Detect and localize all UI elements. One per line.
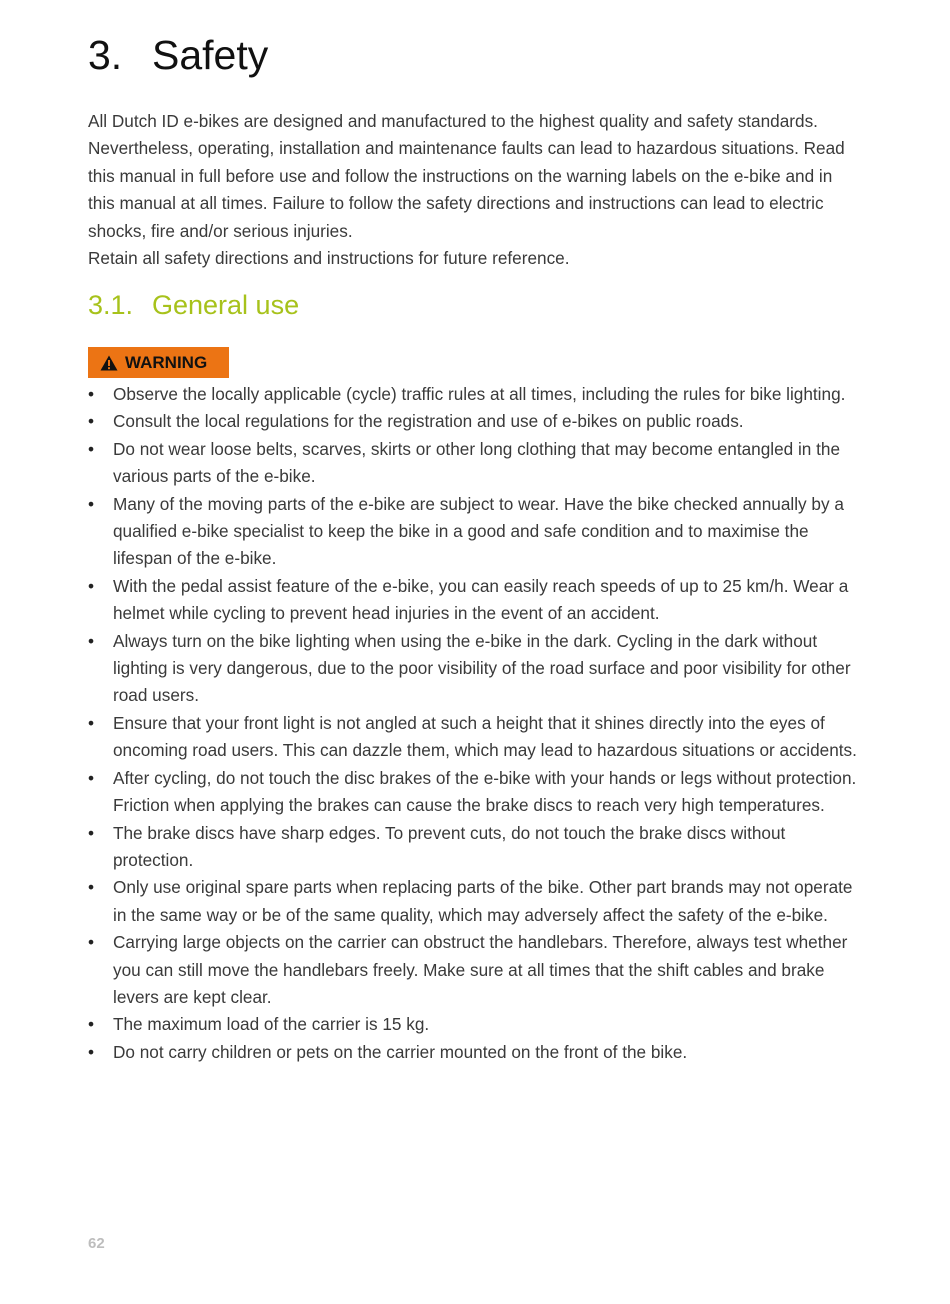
page-number: 62: [88, 1235, 105, 1252]
intro-paragraph: All Dutch ID e-bikes are designed and manufactured to the highest quality and safety standards. Nevertheless, operating, installation and maintenance faults can lead to hazardous situations. Read this manual in full before use and follow the instructions on the warning labels on the e-bike and in this manual at all times. Failure to follow the safety directions and instructions can lead to electric shocks, fire and/or serious injuries.: [88, 111, 845, 241]
list-item: • With the pedal assist feature of the e-bike, you can easily reach speeds of up to 25 km/h. Wear a helmet while cycling to prevent head injuries in the event of an accident.: [88, 573, 863, 628]
list-item: • Only use original spare parts when replacing parts of the bike. Other part brands may not operate in the same way or be of the same quality, which may adversely affect the safety of the e-bike.: [88, 874, 863, 929]
intro-text: [88, 108, 863, 272]
list-item: • The brake discs have sharp edges. To prevent cuts, do not touch the brake discs without protection.: [88, 820, 863, 875]
chapter-number: 3.: [88, 32, 123, 78]
list-item: • Ensure that your front light is not angled at such a height that it shines directly into the eyes of oncoming road users. This can dazzle them, which may lead to hazardous situations or accidents.: [88, 710, 863, 765]
section-heading: [88, 290, 299, 321]
list-item: • After cycling, do not touch the disc brakes of the e-bike with your hands or legs without protection. Friction when applying the brakes can cause the brake discs to reach very high temperatures.: [88, 765, 863, 820]
list-item: • The maximum load of the carrier is 15 kg.: [88, 1011, 863, 1038]
warning-triangle-icon: [100, 355, 118, 371]
intro-paragraph: Retain all safety directions and instructions for future reference.: [88, 248, 570, 269]
list-item: • Always turn on the bike lighting when using the e-bike in the dark. Cycling in the dark without lighting is very dangerous, due to the poor visibility of the road surface and poor visibility for other road users.: [88, 628, 863, 710]
list-item: • Do not carry children or pets on the carrier mounted on the front of the bike.: [88, 1039, 863, 1066]
list-item: • Many of the moving parts of the e-bike are subject to wear. Have the bike checked annually by a qualified e-bike specialist to keep the bike in a good and safe condition and to maximise the lifespan of the e-bike.: [88, 491, 863, 573]
list-item: • Do not wear loose belts, scarves, skirts or other long clothing that may become entangled in the various parts of the e-bike.: [88, 436, 863, 491]
warning-text: WARNING: [125, 352, 208, 372]
list-item: • Observe the locally applicable (cycle) traffic rules at all times, including the rules for bike lighting.: [88, 381, 863, 408]
warning-label: [88, 347, 229, 378]
section-number: 3.1.: [88, 290, 134, 320]
list-item: • Carrying large objects on the carrier can obstruct the handlebars. Therefore, always test whether you can still move the handlebars freely. Make sure at all times that the shift cables and brake levers are kept clear.: [88, 929, 863, 1011]
section-title: General use: [152, 290, 300, 320]
chapter-title: Safety: [152, 32, 269, 78]
page-title: [88, 32, 268, 79]
list-item: • Consult the local regulations for the registration and use of e-bikes on public roads.: [88, 408, 863, 435]
warning-bullet-list: [88, 381, 863, 1066]
